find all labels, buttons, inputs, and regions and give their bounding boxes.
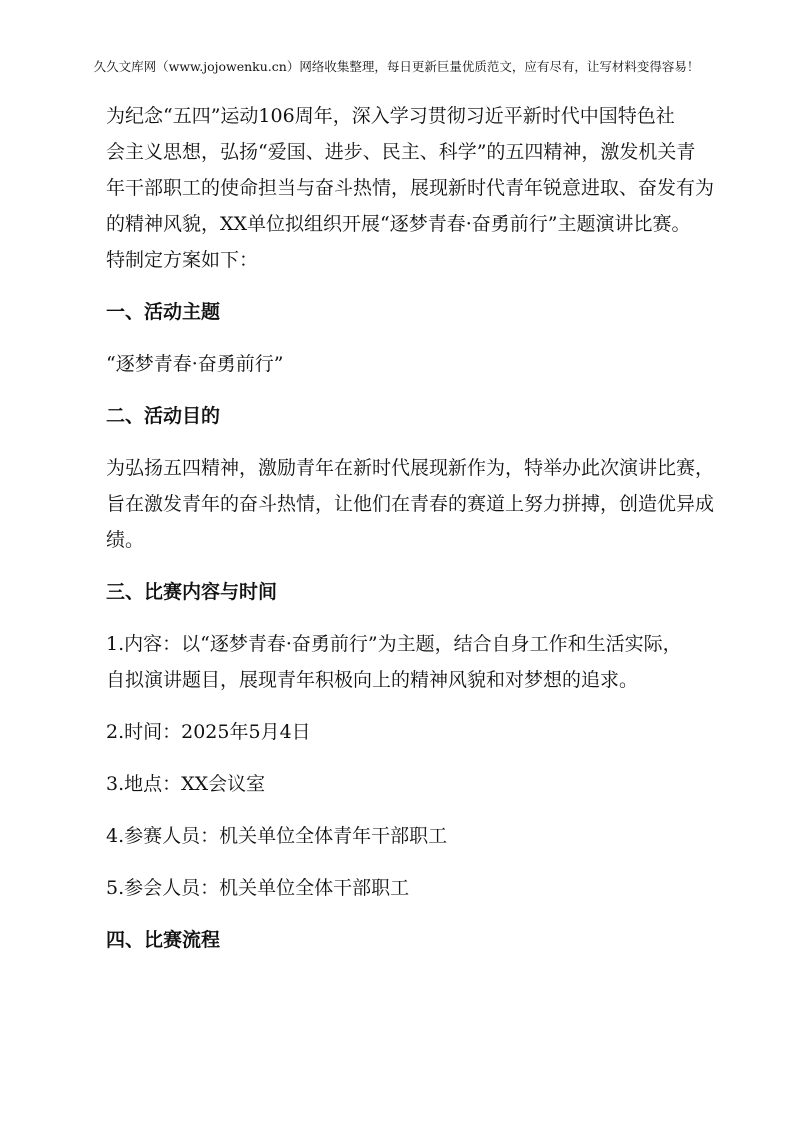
intro-line: 年干部职工的使命担当与奋斗热情，展现新时代青年锐意进取、奋发有为 xyxy=(106,177,715,199)
intro-paragraph xyxy=(106,98,721,278)
page-header-watermark: 久久文库网（www.jojowenku.cn）网络收集整理，每日更新巨量优质范文，应有尽有，让写材料变得容易！ xyxy=(93,59,700,74)
document-body xyxy=(106,98,721,958)
purpose-line: 旨在激发青年的奋斗热情，让他们在青春的赛道上努力拼搏，创造优异成 xyxy=(106,493,715,515)
participants-item xyxy=(106,818,721,854)
purpose-paragraph xyxy=(106,450,721,558)
section-heading-content-time: 三、比赛内容与时间 xyxy=(106,581,278,603)
section-heading-purpose: 二、活动目的 xyxy=(106,405,221,427)
intro-line: 的精神风貌，XX单位拟组织开展“逐梦青春·奋勇前行”主题演讲比赛。 xyxy=(106,213,691,235)
purpose-line: 为弘扬五四精神，激励青年在新时代展现新作为，特举办此次演讲比赛， xyxy=(106,457,715,479)
section-heading-theme: 一、活动主题 xyxy=(106,301,221,323)
content-item-1 xyxy=(106,626,721,698)
time-line: 2.时间：2025年5月4日 xyxy=(106,721,311,743)
intro-line: 会主义思想，弘扬“爱国、进步、民主、科学”的五四精神，激发机关青 xyxy=(106,141,696,163)
time-item xyxy=(106,714,721,750)
content-line: 1.内容：以“逐梦青春·奋勇前行”为主题，结合自身工作和生活实际， xyxy=(106,633,682,655)
attendees-item xyxy=(106,870,721,906)
section-heading-process: 四、比赛流程 xyxy=(106,929,221,951)
theme-line: “逐梦青春·奋勇前行” xyxy=(106,353,284,375)
theme-text xyxy=(106,346,721,382)
intro-line: 特制定方案如下： xyxy=(106,249,259,271)
content-line: 自拟演讲题目，展现青年积极向上的精神风貌和对梦想的追求。 xyxy=(106,669,639,691)
purpose-line: 绩。 xyxy=(106,529,145,551)
participants-line: 4.参赛人员：机关单位全体青年干部职工 xyxy=(106,825,448,847)
intro-line: 为纪念“五四”运动106周年，深入学习贯彻习近平新时代中国特色社 xyxy=(106,105,675,127)
location-line: 3.地点：XX会议室 xyxy=(106,773,266,795)
location-item xyxy=(106,766,721,802)
attendees-line: 5.参会人员：机关单位全体干部职工 xyxy=(106,877,410,899)
